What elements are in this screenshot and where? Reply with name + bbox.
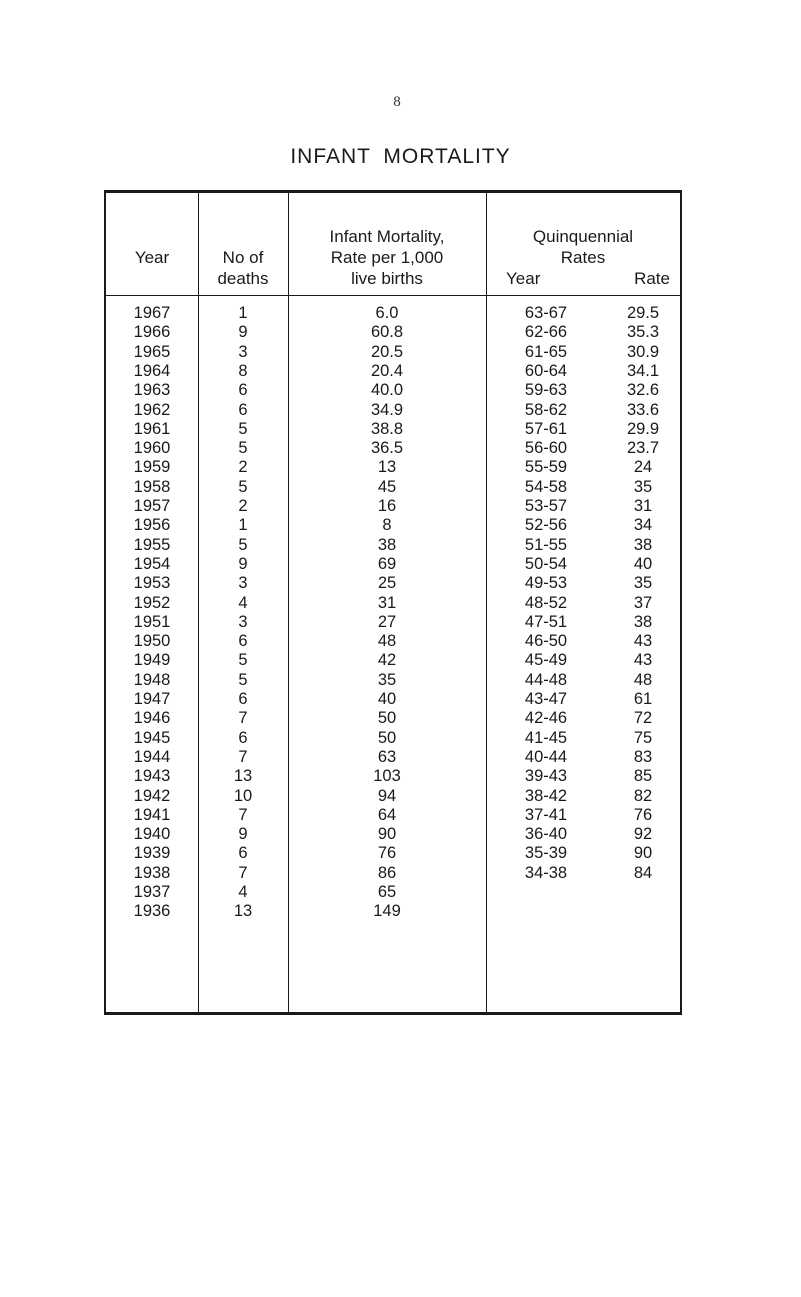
quinquennial-rate-cell: 43	[633, 651, 653, 670]
year-cell: 1945	[133, 728, 171, 747]
deaths-cell: 7	[238, 863, 248, 882]
quinquennial-year-cell: 52-56	[524, 516, 568, 535]
infant-mortality-table	[104, 190, 682, 1015]
table-row	[106, 651, 680, 670]
rate-cell: 8	[382, 516, 392, 535]
rate-cell: 103	[373, 767, 401, 786]
rate-cell: 94	[377, 786, 397, 805]
quinquennial-year-cell: 62-66	[524, 323, 568, 342]
deaths-cell: 7	[238, 805, 248, 824]
header-year	[106, 193, 198, 295]
quinquennial-year-cell: 40-44	[524, 747, 568, 766]
quinquennial-rate-cell: 29.5	[626, 304, 660, 322]
quinquennial-year-cell: 59-63	[524, 381, 568, 400]
year-cell: 1943	[133, 767, 171, 786]
table-row	[106, 458, 680, 477]
rate-cell: 149	[373, 902, 401, 921]
rate-cell: 50	[377, 709, 397, 728]
rate-cell: 38	[377, 535, 397, 554]
rate-cell: 40.0	[370, 381, 404, 400]
quinquennial-year-cell: 61-65	[524, 342, 568, 361]
rate-cell: 60.8	[370, 323, 404, 342]
deaths-cell: 5	[238, 670, 248, 689]
table-row	[106, 362, 680, 381]
deaths-cell: 5	[238, 477, 248, 496]
deaths-cell: 3	[238, 574, 248, 593]
header-quinquennial-subheaders	[486, 268, 680, 289]
quinquennial-rate-cell: 35.3	[626, 323, 660, 342]
quinquennial-year-cell: 49-53	[524, 574, 568, 593]
deaths-cell: 8	[238, 361, 248, 380]
deaths-cell: 1	[238, 516, 248, 535]
quinquennial-year-cell: 34-38	[524, 863, 568, 882]
quinquennial-rate-cell: 43	[633, 632, 653, 651]
rate-cell: 86	[377, 863, 397, 882]
table-row	[106, 806, 680, 825]
table-row	[106, 748, 680, 767]
table-row	[106, 844, 680, 863]
deaths-cell: 4	[238, 593, 248, 612]
year-cell: 1956	[133, 516, 171, 535]
quinquennial-year-cell: 36-40	[524, 825, 568, 844]
quinquennial-rate-cell: 30.9	[626, 342, 660, 361]
rate-cell: 38.8	[370, 419, 404, 438]
quinquennial-rate-cell: 31	[633, 497, 653, 515]
rate-cell: 36.5	[370, 439, 404, 458]
header-divider	[106, 295, 680, 296]
deaths-cell: 5	[238, 535, 248, 554]
deaths-cell: 6	[238, 400, 248, 419]
table-row	[106, 864, 680, 883]
year-cell: 1948	[133, 670, 171, 689]
year-cell: 1942	[133, 786, 171, 805]
table-row	[106, 304, 680, 323]
quinquennial-year-cell: 46-50	[524, 632, 568, 651]
quinquennial-year-cell: 54-58	[524, 477, 568, 496]
quinquennial-rate-cell: 40	[633, 554, 653, 573]
rate-cell: 25	[377, 574, 397, 593]
quinquennial-rate-cell: 33.6	[626, 400, 660, 419]
year-cell: 1957	[133, 497, 171, 515]
quinquennial-rate-cell: 76	[633, 805, 653, 824]
header-rate-line2: Rate per 1,000	[330, 248, 444, 267]
rate-cell: 13	[377, 458, 397, 477]
quinquennial-year-cell: 57-61	[524, 419, 568, 438]
table-row	[106, 343, 680, 362]
quinquennial-year-cell: 58-62	[524, 400, 568, 419]
table-row	[106, 536, 680, 555]
year-cell: 1938	[133, 863, 171, 882]
quinquennial-year-cell: 44-48	[524, 670, 568, 689]
deaths-cell: 2	[238, 497, 248, 515]
rate-cell: 34.9	[370, 400, 404, 419]
table-row	[106, 574, 680, 593]
year-cell: 1963	[133, 381, 171, 400]
year-cell: 1946	[133, 709, 171, 728]
quinquennial-year-cell: 47-51	[524, 612, 568, 631]
table-row	[106, 594, 680, 613]
header-deaths-line2: deaths	[217, 269, 269, 288]
quinquennial-rate-cell: 83	[633, 747, 653, 766]
quinquennial-rate-cell: 82	[633, 786, 653, 805]
header-quinquennial-line1: Quinquennial	[532, 227, 634, 246]
quinquennial-year-cell: 55-59	[524, 458, 568, 477]
year-cell: 1947	[133, 690, 171, 708]
deaths-cell: 7	[238, 709, 248, 728]
page-title: INFANT MORTALITY	[290, 145, 511, 168]
year-cell: 1944	[133, 747, 171, 766]
deaths-cell: 9	[238, 554, 248, 573]
quinquennial-rate-cell: 72	[633, 709, 653, 728]
quinquennial-year-cell: 42-46	[524, 709, 568, 728]
rate-cell: 63	[377, 747, 397, 766]
table-row	[106, 516, 680, 535]
year-cell: 1949	[133, 651, 171, 670]
deaths-cell: 6	[238, 632, 248, 651]
quinquennial-year-cell: 56-60	[524, 439, 568, 458]
quinquennial-rate-cell: 35	[633, 477, 653, 496]
year-cell: 1951	[133, 612, 171, 631]
deaths-cell: 7	[238, 747, 248, 766]
quinquennial-rate-cell: 35	[633, 574, 653, 593]
table-row	[106, 729, 680, 748]
quinquennial-rate-cell: 84	[633, 863, 653, 882]
rate-cell: 45	[377, 477, 397, 496]
quinquennial-year-cell: 50-54	[524, 554, 568, 573]
quinquennial-year-cell: 45-49	[524, 651, 568, 670]
rate-cell: 64	[377, 805, 397, 824]
deaths-cell: 6	[238, 844, 248, 863]
quinquennial-rate-cell: 92	[633, 825, 653, 844]
rate-cell: 16	[377, 497, 397, 515]
table-row	[106, 690, 680, 709]
rate-cell: 50	[377, 728, 397, 747]
rate-cell: 35	[377, 670, 397, 689]
rate-cell: 48	[377, 632, 397, 651]
year-cell: 1953	[133, 574, 171, 593]
quinquennial-year-cell: 53-57	[524, 497, 568, 515]
quinquennial-year-cell: 35-39	[524, 844, 568, 863]
quinquennial-year-cell: 43-47	[524, 690, 568, 708]
rate-cell: 90	[377, 825, 397, 844]
table-row	[106, 767, 680, 786]
rate-cell: 40	[377, 690, 397, 708]
deaths-cell: 6	[238, 690, 248, 708]
year-cell: 1940	[133, 825, 171, 844]
year-cell: 1939	[133, 844, 171, 863]
table-row	[106, 555, 680, 574]
year-cell: 1936	[133, 902, 171, 921]
deaths-cell: 1	[238, 304, 248, 322]
table-row	[106, 401, 680, 420]
year-cell: 1941	[133, 805, 171, 824]
deaths-cell: 9	[238, 323, 248, 342]
year-cell: 1960	[133, 439, 171, 458]
year-cell: 1964	[133, 361, 171, 380]
quinquennial-year-cell: 48-52	[524, 593, 568, 612]
quinquennial-rate-cell: 24	[633, 458, 653, 477]
year-cell: 1962	[133, 400, 171, 419]
quinquennial-rate-cell: 90	[633, 844, 653, 863]
year-cell: 1955	[133, 535, 171, 554]
header-deaths-line1: No of	[222, 248, 264, 267]
deaths-cell: 3	[238, 342, 248, 361]
table-row	[106, 497, 680, 516]
quinquennial-rate-cell: 85	[633, 767, 653, 786]
year-cell: 1950	[133, 632, 171, 651]
deaths-cell: 10	[233, 786, 253, 805]
page-number: 8	[393, 94, 401, 110]
deaths-cell: 13	[233, 767, 253, 786]
table-row	[106, 787, 680, 806]
quinquennial-rate-cell: 38	[633, 612, 653, 631]
rate-cell: 31	[377, 593, 397, 612]
quinquennial-year-cell: 37-41	[524, 805, 568, 824]
rate-cell: 76	[377, 844, 397, 863]
header-quin-year: Year	[506, 269, 541, 288]
header-quin-rate: Rate	[634, 269, 670, 288]
table-row	[106, 632, 680, 651]
table-row	[106, 323, 680, 342]
year-cell: 1952	[133, 593, 171, 612]
header-infant-mortality-rate	[288, 193, 486, 295]
rate-cell: 6.0	[375, 304, 399, 322]
quinquennial-year-cell: 41-45	[524, 728, 568, 747]
quinquennial-year-cell: 51-55	[524, 535, 568, 554]
deaths-cell: 5	[238, 439, 248, 458]
quinquennial-rate-cell: 29.9	[626, 419, 660, 438]
table-row	[106, 709, 680, 728]
rate-cell: 20.4	[370, 361, 404, 380]
rate-cell: 69	[377, 554, 397, 573]
header-rate-line3: live births	[351, 269, 423, 288]
deaths-cell: 5	[238, 651, 248, 670]
header-year-label: Year	[134, 248, 170, 267]
quinquennial-rate-cell: 38	[633, 535, 653, 554]
quinquennial-rate-cell: 34.1	[626, 361, 660, 380]
header-quinquennial-line2: Rates	[560, 248, 606, 267]
table-row	[106, 902, 680, 921]
deaths-cell: 3	[238, 612, 248, 631]
table-row	[106, 381, 680, 400]
header-quinquennial	[486, 193, 680, 295]
year-cell: 1961	[133, 419, 171, 438]
deaths-cell: 6	[238, 728, 248, 747]
year-cell: 1958	[133, 477, 171, 496]
year-cell: 1959	[133, 458, 171, 477]
deaths-cell: 5	[238, 419, 248, 438]
rate-cell: 20.5	[370, 342, 404, 361]
deaths-cell: 13	[233, 902, 253, 921]
quinquennial-rate-cell: 32.6	[626, 381, 660, 400]
quinquennial-rate-cell: 61	[633, 690, 653, 708]
quinquennial-rate-cell: 23.7	[626, 439, 660, 458]
table-row	[106, 439, 680, 458]
table-row	[106, 883, 680, 902]
deaths-cell: 6	[238, 381, 248, 400]
deaths-cell: 2	[238, 458, 248, 477]
table-row	[106, 613, 680, 632]
quinquennial-year-cell: 38-42	[524, 786, 568, 805]
table-row	[106, 420, 680, 439]
rate-cell: 42	[377, 651, 397, 670]
header-rate-line1: Infant Mortality,	[329, 227, 445, 246]
table-row	[106, 671, 680, 690]
quinquennial-rate-cell: 34	[633, 516, 653, 535]
quinquennial-rate-cell: 37	[633, 593, 653, 612]
header-deaths	[198, 193, 288, 295]
year-cell: 1954	[133, 554, 171, 573]
quinquennial-rate-cell: 75	[633, 728, 653, 747]
deaths-cell: 9	[238, 825, 248, 844]
quinquennial-year-cell: 60-64	[524, 361, 568, 380]
year-cell: 1965	[133, 342, 171, 361]
quinquennial-year-cell: 63-67	[524, 304, 568, 322]
table-row	[106, 478, 680, 497]
quinquennial-rate-cell: 48	[633, 670, 653, 689]
rate-cell: 27	[377, 612, 397, 631]
deaths-cell: 4	[238, 883, 248, 901]
rate-cell: 65	[377, 883, 397, 901]
year-cell: 1966	[133, 323, 171, 342]
table-row	[106, 825, 680, 844]
year-cell: 1937	[133, 883, 171, 901]
quinquennial-year-cell: 39-43	[524, 767, 568, 786]
year-cell: 1967	[133, 304, 171, 322]
